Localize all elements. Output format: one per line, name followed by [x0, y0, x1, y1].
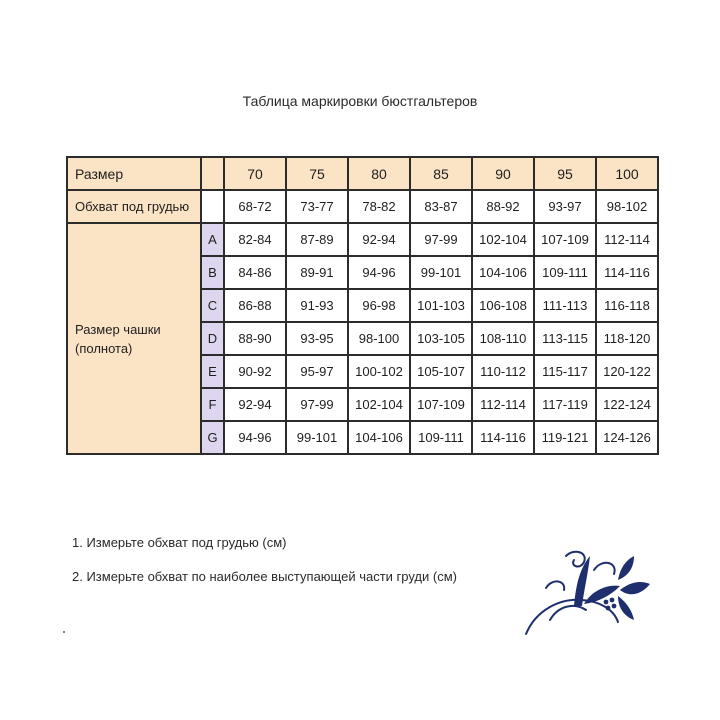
bust-cell: 87-89 [286, 223, 348, 256]
bust-cell: 99-101 [410, 256, 472, 289]
underbust-row [67, 190, 658, 223]
bust-cell: 104-106 [348, 421, 410, 454]
cup-size-label-line2: (полнота) [75, 340, 133, 356]
cup-row-a [67, 223, 658, 256]
page-title: Таблица маркировки бюстгальтеров [242, 93, 478, 109]
bust-cell: 103-105 [410, 322, 472, 355]
stray-dot [63, 631, 65, 633]
bust-cell: 90-92 [224, 355, 286, 388]
bust-cell: 93-95 [286, 322, 348, 355]
cup-letter: F [201, 388, 224, 421]
bust-cell: 122-124 [596, 388, 658, 421]
bust-cell: 112-114 [596, 223, 658, 256]
bust-cell: 116-118 [596, 289, 658, 322]
bust-cell: 99-101 [286, 421, 348, 454]
size-label-spacer [201, 157, 224, 190]
underbust-label-spacer [201, 190, 224, 223]
size-header-cell: 95 [534, 157, 596, 190]
cup-size-label [67, 223, 201, 454]
bust-cell: 113-115 [534, 322, 596, 355]
underbust-cell: 83-87 [410, 190, 472, 223]
bust-cell: 96-98 [348, 289, 410, 322]
cup-letter: B [201, 256, 224, 289]
bust-cell: 108-110 [472, 322, 534, 355]
size-header-cell: 90 [472, 157, 534, 190]
bust-cell: 114-116 [472, 421, 534, 454]
underbust-cell: 73-77 [286, 190, 348, 223]
bust-cell: 94-96 [348, 256, 410, 289]
underbust-cell: 88-92 [472, 190, 534, 223]
floral-logo-icon [522, 544, 652, 636]
bust-cell: 92-94 [224, 388, 286, 421]
instruction-2: 2. Измерьте обхват по наиболее выступающей части груди (см) [72, 569, 457, 584]
bust-cell: 102-104 [472, 223, 534, 256]
bust-cell: 107-109 [410, 388, 472, 421]
size-label: Размер [67, 157, 201, 190]
bust-cell: 91-93 [286, 289, 348, 322]
bust-cell: 117-119 [534, 388, 596, 421]
bust-cell: 104-106 [472, 256, 534, 289]
cup-size-label-line1: Размер чашки [75, 321, 161, 337]
size-header-cell: 75 [286, 157, 348, 190]
underbust-label: Обхват под грудью [67, 190, 201, 223]
underbust-cell: 93-97 [534, 190, 596, 223]
cup-letter: C [201, 289, 224, 322]
cup-letter: A [201, 223, 224, 256]
bust-cell: 82-84 [224, 223, 286, 256]
bust-cell: 112-114 [472, 388, 534, 421]
underbust-cell: 78-82 [348, 190, 410, 223]
bust-cell: 109-111 [534, 256, 596, 289]
bust-cell: 105-107 [410, 355, 472, 388]
bust-cell: 98-100 [348, 322, 410, 355]
bra-size-table [66, 156, 659, 455]
bust-cell: 101-103 [410, 289, 472, 322]
size-header-cell: 70 [224, 157, 286, 190]
bust-cell: 97-99 [410, 223, 472, 256]
size-header-cell: 80 [348, 157, 410, 190]
bust-cell: 118-120 [596, 322, 658, 355]
underbust-cell: 68-72 [224, 190, 286, 223]
bust-cell: 114-116 [596, 256, 658, 289]
bust-cell: 106-108 [472, 289, 534, 322]
bust-cell: 100-102 [348, 355, 410, 388]
bust-cell: 102-104 [348, 388, 410, 421]
bust-cell: 111-113 [534, 289, 596, 322]
bust-cell: 107-109 [534, 223, 596, 256]
cup-letter: G [201, 421, 224, 454]
underbust-cell: 98-102 [596, 190, 658, 223]
bust-cell: 97-99 [286, 388, 348, 421]
bust-cell: 88-90 [224, 322, 286, 355]
bust-cell: 92-94 [348, 223, 410, 256]
bust-cell: 119-121 [534, 421, 596, 454]
bust-cell: 94-96 [224, 421, 286, 454]
bust-cell: 86-88 [224, 289, 286, 322]
bust-cell: 110-112 [472, 355, 534, 388]
cup-letter: D [201, 322, 224, 355]
cup-letter: E [201, 355, 224, 388]
size-row [67, 157, 658, 190]
bust-cell: 109-111 [410, 421, 472, 454]
instruction-1: 1. Измерьте обхват под грудью (см) [72, 535, 287, 550]
bust-cell: 95-97 [286, 355, 348, 388]
bust-cell: 120-122 [596, 355, 658, 388]
instructions [72, 534, 457, 602]
size-header-cell: 85 [410, 157, 472, 190]
size-header-cell: 100 [596, 157, 658, 190]
bust-cell: 124-126 [596, 421, 658, 454]
bust-cell: 84-86 [224, 256, 286, 289]
bust-cell: 89-91 [286, 256, 348, 289]
bust-cell: 115-117 [534, 355, 596, 388]
